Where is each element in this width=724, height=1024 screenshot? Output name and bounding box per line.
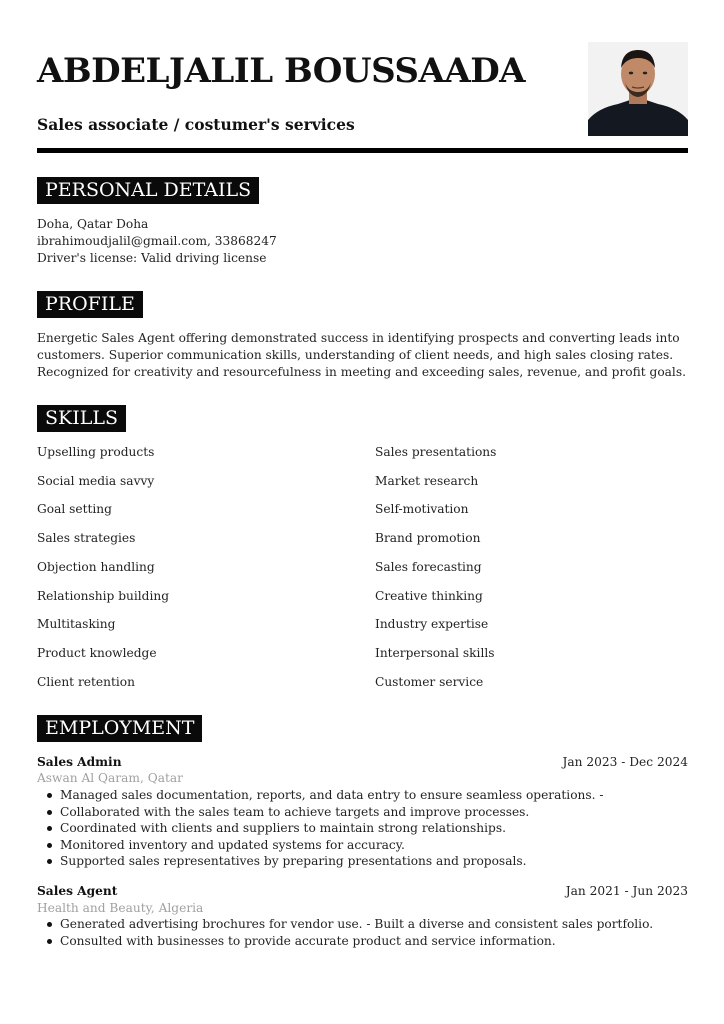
personal-address: Doha, Qatar Doha <box>37 217 149 231</box>
job-dates: Jan 2023 - Dec 2024 <box>562 755 688 769</box>
skill-item: Client retention <box>37 675 135 689</box>
resume-header <box>37 50 688 156</box>
section-title-personal-details: PERSONAL DETAILS <box>37 177 259 204</box>
skill-item: Objection handling <box>37 560 155 574</box>
skill-item: Social media savvy <box>37 474 155 488</box>
skill-item: Self-motivation <box>375 502 469 516</box>
skill-item: Creative thinking <box>375 589 483 603</box>
job-company: Health and Beauty, Algeria <box>37 901 204 915</box>
list-item: Consulted with businesses to provide accurate product and service information. <box>37 933 687 950</box>
profile-photo <box>588 42 688 136</box>
skill-item: Sales forecasting <box>375 560 482 574</box>
skill-item: Customer service <box>375 675 484 689</box>
profile-line-1: Energetic Sales Agent offering demonstrated success in identifying prospects and converting leads into <box>37 331 680 345</box>
list-item: Monitored inventory and updated systems for accuracy. <box>37 837 687 854</box>
job-title: Sales Agent <box>37 884 118 898</box>
skill-item: Product knowledge <box>37 646 157 660</box>
profile-line-3: Recognized for creativity and resourcefulness in meeting and exceeding sales, revenue, and profit goals. <box>37 365 686 379</box>
skill-item: Sales presentations <box>375 445 497 459</box>
job-duties-list <box>37 787 687 870</box>
list-item: Generated advertising brochures for vendor use. - Built a diverse and consistent sales portfolio. <box>37 916 687 933</box>
profile-photo-image <box>588 42 688 136</box>
list-item: Coordinated with clients and suppliers to maintain strong relationships. <box>37 820 687 837</box>
skill-item: Relationship building <box>37 589 170 603</box>
skill-item: Brand promotion <box>375 531 481 545</box>
list-item: Managed sales documentation, reports, and data entry to ensure seamless operations. - <box>37 787 687 804</box>
skill-item: Market research <box>375 474 479 488</box>
skill-item: Upselling products <box>37 445 155 459</box>
section-title-skills: SKILLS <box>37 405 126 432</box>
personal-license: Driver's license: Valid driving license <box>37 251 267 265</box>
candidate-job-title: Sales associate / costumer's services <box>37 115 355 134</box>
job-company: Aswan Al Qaram, Qatar <box>37 771 183 785</box>
candidate-name: ABDELJALIL BOUSSAADA <box>37 51 526 91</box>
job-title: Sales Admin <box>37 755 122 769</box>
skill-item: Industry expertise <box>375 617 489 631</box>
skill-item: Interpersonal skills <box>375 646 495 660</box>
job-duties-list <box>37 916 687 949</box>
personal-contact: ibrahimoudjalil@gmail.com, 33868247 <box>37 234 277 248</box>
skill-item: Multitasking <box>37 617 116 631</box>
section-title-profile: PROFILE <box>37 291 143 318</box>
profile-line-2: customers. Superior communication skills, understanding of client needs, and high sales closing rates. <box>37 348 674 362</box>
header-divider <box>37 148 688 153</box>
skill-item: Goal setting <box>37 502 112 516</box>
skill-item: Sales strategies <box>37 531 136 545</box>
section-title-employment: EMPLOYMENT <box>37 715 202 742</box>
list-item: Collaborated with the sales team to achieve targets and improve processes. <box>37 804 687 821</box>
list-item: Supported sales representatives by preparing presentations and proposals. <box>37 853 687 870</box>
job-dates: Jan 2021 - Jun 2023 <box>565 884 688 898</box>
